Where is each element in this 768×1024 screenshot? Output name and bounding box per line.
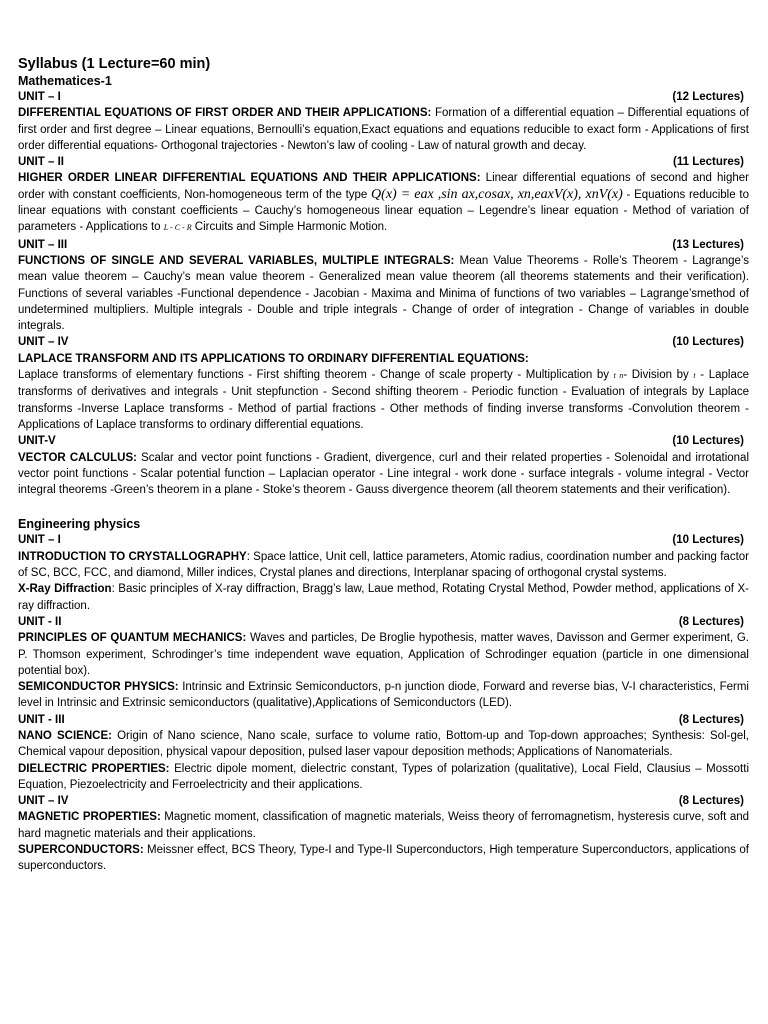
unit-description (18, 351, 749, 433)
unit-description (18, 679, 749, 712)
topic-body: Meissner effect, BCS Theory, Type-I and Type-II Superconductors, High temperature Superconductors, applications of superconductors. (18, 844, 749, 873)
lecture-count: (8 Lectures) (678, 795, 744, 808)
topic-body: Electric dipole moment, dielectric constant, Types of polarization (qualitative), Local Field, Clausius – Mossotti Equation, Piezoelectricity and Ferroelectricity and their applications. (18, 762, 749, 791)
unit-description (18, 450, 749, 499)
unit-header (18, 614, 749, 630)
lecture-count: (13 Lectures) (672, 238, 744, 251)
topic-body: Magnetic moment, classification of magnetic materials, Weiss theory of ferromagnetism, hysteresis curve, soft and hard magnetic materials and their applications. (18, 811, 750, 840)
unit-description (18, 761, 749, 794)
topic-heading: PRINCIPLES OF QUANTUM MECHANICS: (18, 632, 247, 645)
unit-label: UNIT – IV (18, 795, 69, 808)
unit-label: UNIT - III (18, 713, 65, 726)
topic-heading: NANO SCIENCE: (18, 729, 112, 742)
unit-description (18, 842, 749, 875)
topic-body: : Basic principles of X-ray diffraction, Bragg’s law, Laue method, Rotating Crystal Method, Powder method, applications of X- ray diffraction. (18, 583, 749, 612)
topic-body: - Equations reducible to linear equations with constant coefficients – Cauchy’s homogeneous linear equation – Legendre’s linear equation - Method of variation of parameters - Applications to (18, 188, 749, 234)
topic-body: Circuits and Simple Harmonic Motion. (191, 221, 388, 234)
unit-header (18, 237, 749, 253)
lecture-count: (10 Lectures) (672, 336, 744, 349)
unit-description (18, 170, 749, 236)
unit-label: UNIT-V (18, 435, 56, 448)
topic-heading: MAGNETIC PROPERTIES: (18, 811, 161, 824)
subject-title-mathematics: Mathematices-1 (18, 74, 112, 88)
topic-body: - Division by (623, 369, 694, 382)
topic-body: Laplace transforms of elementary functions - First shifting theorem - Change of scale property - Multiplication by (18, 369, 614, 382)
topic-heading: VECTOR CALCULUS: (18, 451, 137, 464)
topic-heading: HIGHER ORDER LINEAR DIFFERENTIAL EQUATIONS AND THEIR APPLICATIONS: (18, 172, 481, 185)
topic-heading: DIELECTRIC PROPERTIES: (18, 762, 170, 775)
unit-header (18, 154, 749, 170)
unit-description (18, 728, 749, 761)
topic-body: Formation of a differential equation – Differential equations of first order and first degree – Linear equations, Bernoulli’s equation,Exact equations and equations reducible to exact form - Applications of first order differential equations- Orthogonal trajectories - Newton’s law of cooling - Law of natural growth and decay. (18, 107, 750, 152)
math-expression: Q(x) = eax ,sin ax,cosax, xn,eaxV(x), xnV(x) (371, 186, 623, 202)
unit-header (18, 334, 749, 350)
topic-heading: FUNCTIONS OF SINGLE AND SEVERAL VARIABLES, MULTIPLE INTEGRALS: (18, 254, 455, 267)
topic-heading: LAPLACE TRANSFORM AND ITS APPLICATIONS TO ORDINARY DIFFERENTIAL EQUATIONS: (18, 352, 529, 365)
subject-title-physics: Engineering physics (18, 517, 141, 532)
topic-heading: DIFFERENTIAL EQUATIONS OF FIRST ORDER AND THEIR APPLICATIONS: (18, 107, 432, 120)
math-expression: L - C - R (163, 223, 192, 233)
topic-body: Waves and particles, De Broglie hypothesis, matter waves, Davisson and Germer experiment, G. P. Thomson experiment, Schrodinger’s time independent wave equation, Application of Schrodinger equation (particle in one dimensional potential box). (18, 632, 749, 677)
topic-body: : Space lattice, Unit cell, lattice parameters, Atomic radius, coordination number and packing factor of SC, BCC, FCC, and diamond, Miller indices, Crystal planes and directions, Interplanar spacing of orthogonal crystal systems. (18, 550, 749, 580)
lecture-count: (8 Lectures) (678, 615, 744, 628)
topic-body: Origin of Nano science, Nano scale, surface to volume ratio, Bottom-up and Top-down approaches; Synthesis: Sol-gel, Chemical vapour deposition, physical vapour deposition, pulsed laser vapour deposition methods; Applications of Nanomaterials. (18, 729, 749, 759)
unit-description (18, 581, 749, 614)
lecture-count: (12 Lectures) (672, 91, 744, 103)
topic-heading: SEMICONDUCTOR PHYSICS: (18, 681, 179, 694)
unit-header (18, 532, 749, 548)
topic-body: Intrinsic and Extrinsic Semiconductors, p-n junction diode, Forward and reverse bias, V-I characteristics, Fermi level in Intrinsic and Extrinsic semiconductors (qualitative),Applications of Semiconductors (LED). (18, 681, 749, 710)
lecture-count: (11 Lectures) (673, 156, 744, 169)
topic-body: - Laplace transforms of derivatives and integrals - Unit stepfunction - Second shifting theorem - Periodic function - Evaluation of integrals by Laplace transforms -Inverse Laplace transforms - Method of partial fractions - Other methods of finding inverse transforms -Convolution theorem - Applications of Laplace transforms to ordinary differential equations. (18, 369, 749, 431)
topic-body: Scalar and vector point functions - Gradient, divergence, curl and their related properties - Solenoidal and irrotational vector point functions - Scalar potential function – Laplacian operator - Line integral - work done - surface integrals - volume integral - Vector integral theorems -Green’s theorem in a plane - Stoke’s theorem - Gauss divergence theorem (all theorem statements and their verification). (18, 451, 750, 497)
unit-label: UNIT - II (18, 615, 62, 628)
section-spacer (18, 498, 749, 516)
unit-description (18, 630, 749, 679)
unit-label: UNIT – I (18, 91, 61, 103)
topic-heading: SUPERCONDUCTORS: (18, 844, 144, 857)
unit-label: UNIT – II (18, 156, 65, 169)
math-expression: t n (613, 371, 624, 381)
document-title: Syllabus (1 Lecture=60 min) (18, 56, 211, 72)
topic-heading: X-Ray Diffraction (18, 583, 112, 596)
unit-header (18, 433, 749, 449)
math-expression: t (693, 371, 696, 381)
unit-description (18, 809, 749, 842)
unit-header (18, 712, 749, 728)
lecture-count: (10 Lectures) (672, 435, 744, 448)
unit-label: UNIT – IV (18, 336, 69, 349)
topic-heading: INTRODUCTION TO CRYSTALLOGRAPHY (18, 550, 247, 563)
topic-body: Mean Value Theorems - Rolle’s Theorem - Lagrange’s mean value theorem – Cauchy’s mean value theorem - Generalized mean value theorem (all theorems statements and their verification). Functions of several variables -Functional dependence - Jacobian - Maxima and Minima of functions of two variables – Lagrange’smethod of undetermined multipliers. Multiple integrals - Double and triple integrals - Change of order of integration - Change of variables in double integrals. (18, 254, 750, 333)
lecture-count: (8 Lectures) (678, 713, 744, 726)
unit-description (18, 549, 749, 582)
unit-header (18, 89, 749, 105)
unit-description (18, 253, 749, 334)
unit-label: UNIT – I (18, 534, 61, 547)
topic-body: Linear differential equations of second and higher order with constant coefficients, Non-homogeneous term of the type (18, 172, 750, 201)
lecture-count: (10 Lectures) (672, 534, 744, 547)
unit-header (18, 793, 749, 809)
unit-description (18, 105, 749, 154)
unit-label: UNIT – III (18, 238, 68, 251)
